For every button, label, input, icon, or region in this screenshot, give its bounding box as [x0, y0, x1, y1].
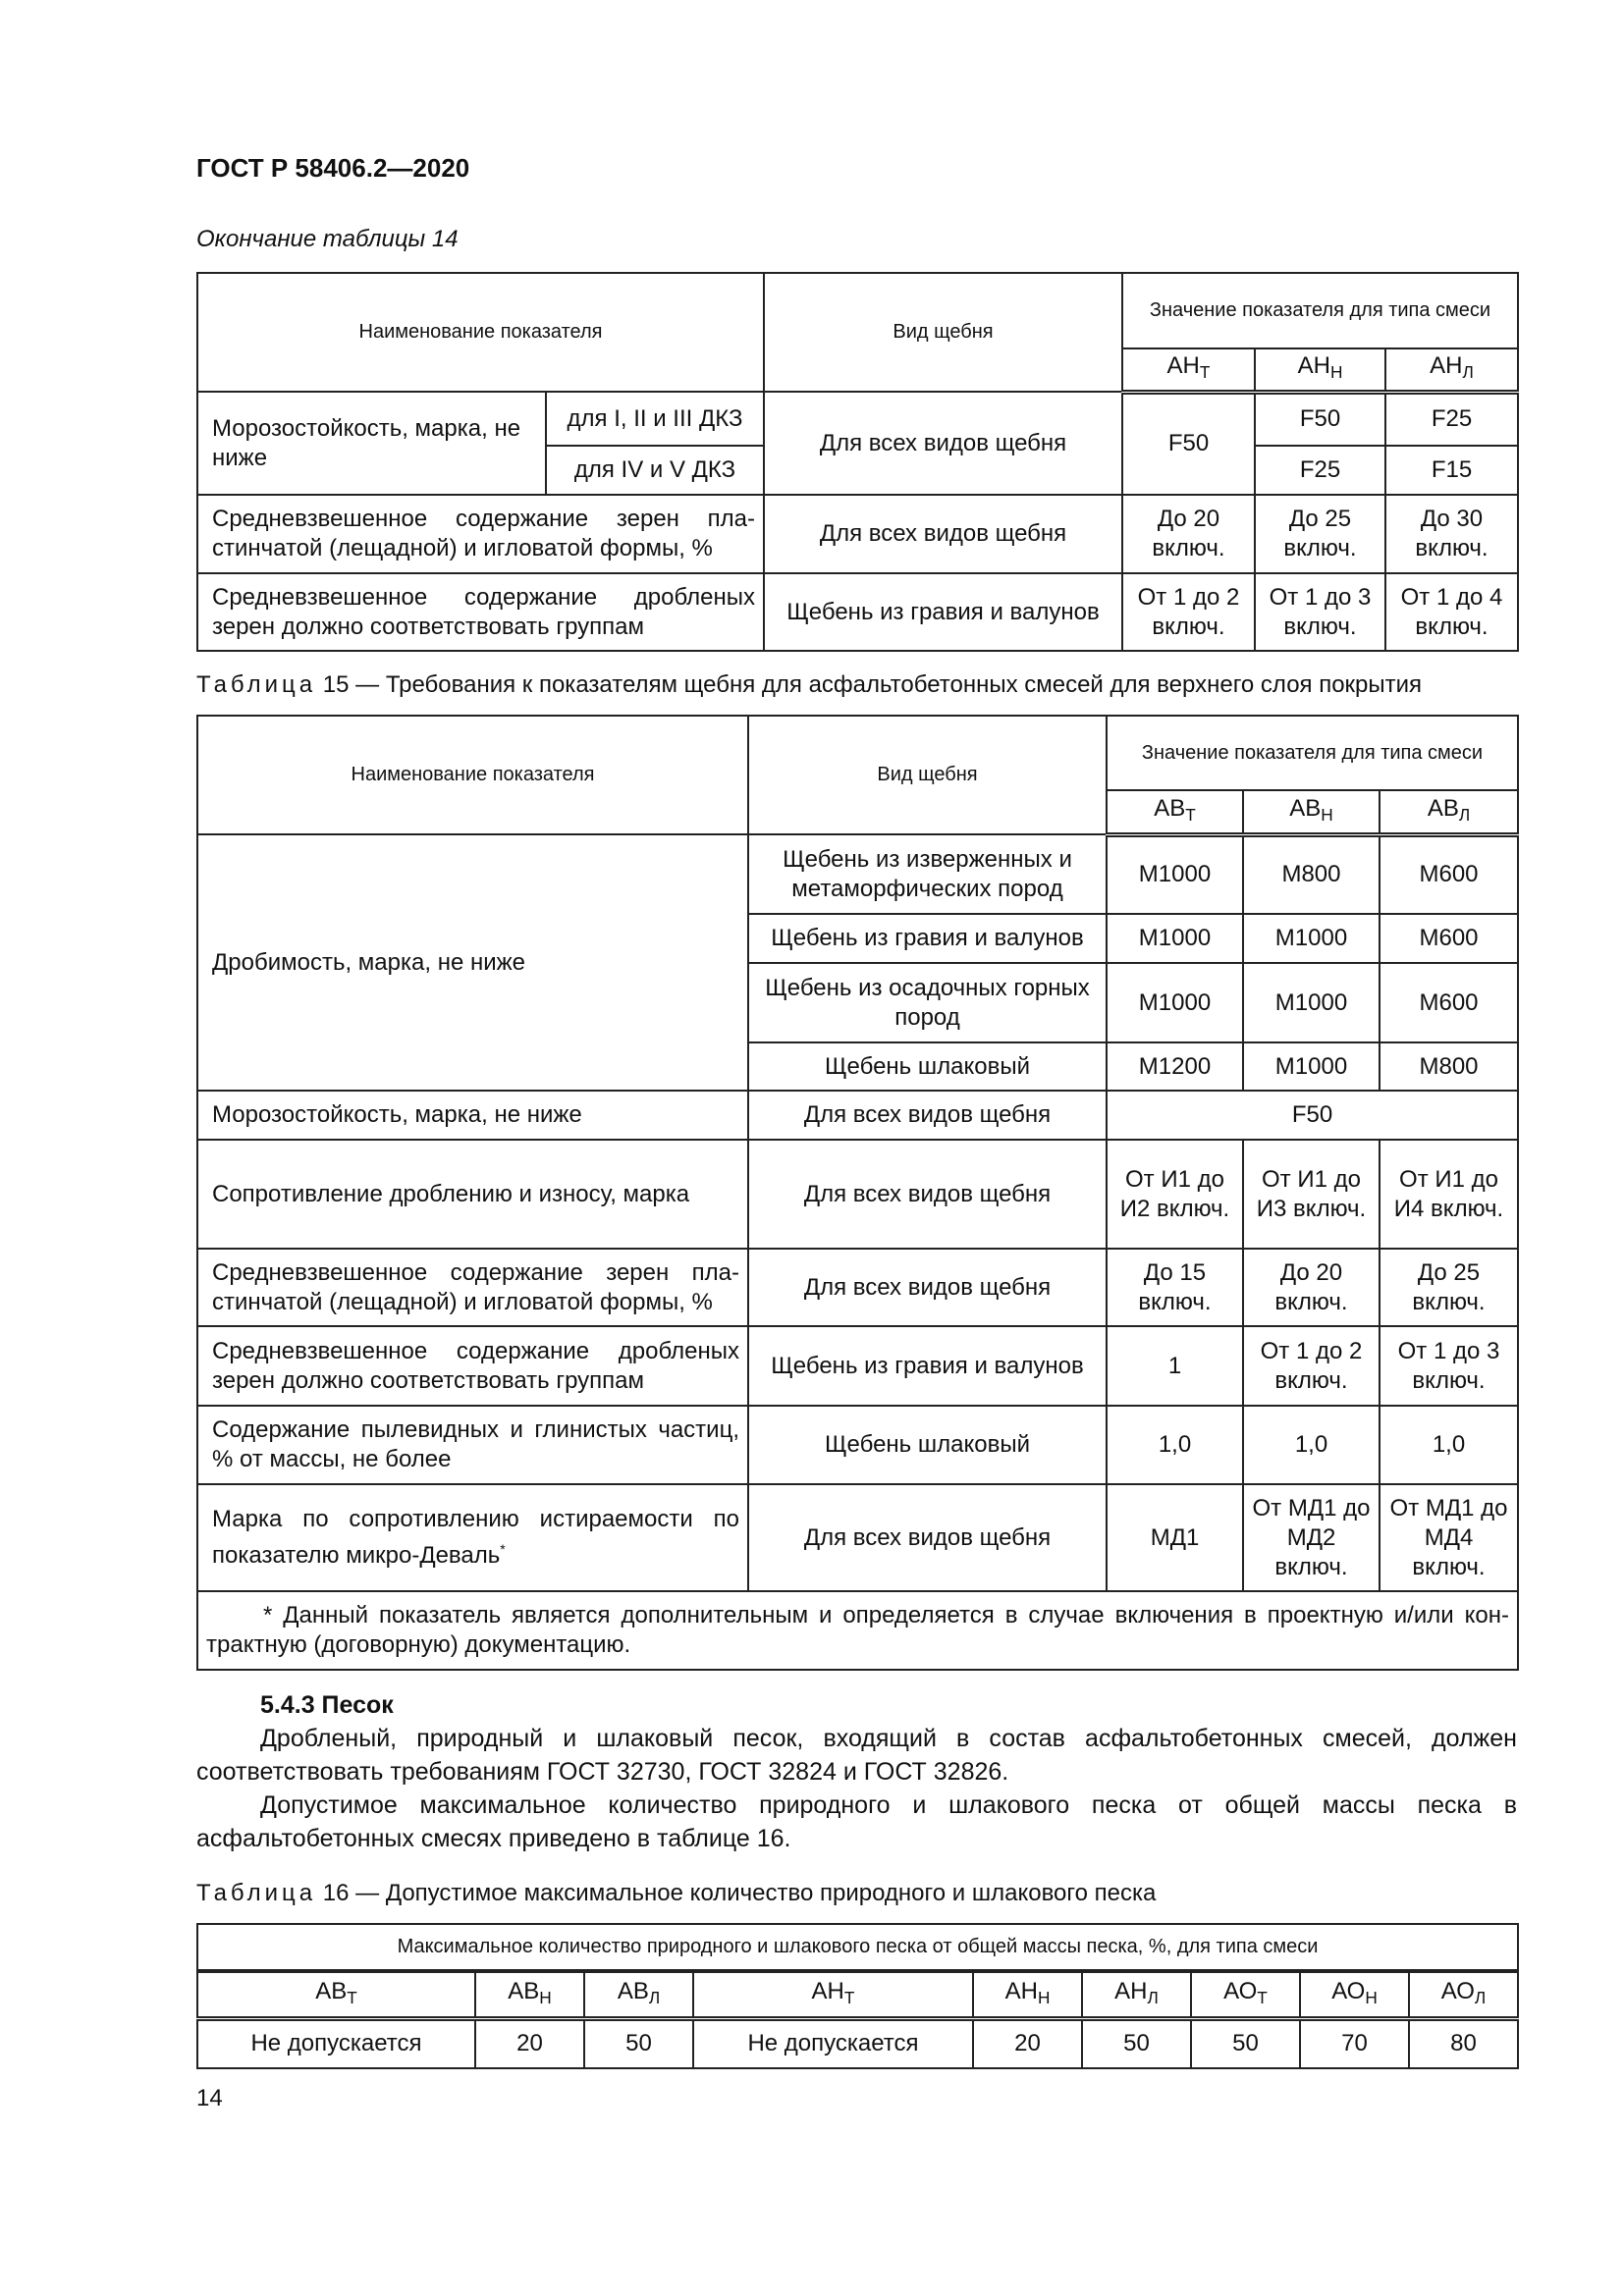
table-14 [196, 272, 1519, 652]
cell-value: До 25 включ. [1380, 1249, 1518, 1326]
row-name: Морозостойкость, марка, не ниже [197, 392, 546, 495]
cell-value: М600 [1380, 914, 1518, 963]
type-base: АН [1430, 352, 1463, 380]
type-header-cell [584, 1971, 693, 2018]
type-base: АН [1166, 352, 1200, 380]
cell-value: М1200 [1107, 1042, 1243, 1091]
type-header-cell [693, 1971, 973, 2018]
table-16 [196, 1923, 1519, 2069]
cell-value: 1,0 [1243, 1406, 1380, 1484]
caption-label: Таблица [196, 671, 317, 698]
type-base: АО [1440, 1977, 1475, 2004]
cell-value: М1000 [1243, 914, 1380, 963]
values-row [197, 2018, 1518, 2068]
type-subscript: Л [1474, 1987, 1487, 2007]
table15-caption [196, 671, 1422, 699]
col-header-value: Значение показателя для типа смеси [1122, 273, 1518, 348]
cell-value: М1000 [1107, 834, 1243, 914]
type-header-cell [1107, 790, 1243, 834]
row-name-text: Марка по сопротивлению истираемости по показателю микро-Деваль [212, 1506, 739, 1569]
row-kind: Щебень из изверженных и метаморфических пород [748, 834, 1107, 914]
cell-value: М600 [1380, 834, 1518, 914]
cell-value: 1 [1107, 1326, 1243, 1406]
cell-value: М1000 [1107, 914, 1243, 963]
cell-value: Не допускается [693, 2018, 973, 2068]
cell-value: 70 [1300, 2018, 1409, 2068]
type-subscript: Л [1462, 362, 1474, 383]
cell-value: М1000 [1243, 1042, 1380, 1091]
cell-value: F50 [1122, 392, 1255, 495]
cell-value: До 20 включ. [1122, 495, 1255, 573]
type-subscript: Т [1185, 804, 1196, 825]
row-kind: Щебень из гравия и валунов [764, 573, 1122, 651]
table-15 [196, 715, 1519, 1671]
type-subscript: Л [1458, 804, 1471, 825]
row-name: Морозостойкость, марка, не ниже [197, 1091, 748, 1140]
col-header-kind: Вид щебня [764, 273, 1122, 392]
type-subscript: Н [1365, 1987, 1378, 2007]
row-name [197, 1484, 748, 1591]
row-name: Средневзвешенное содержание дробленых зерен должно соответствовать группам [197, 573, 764, 651]
col-header-name: Наименование показателя [197, 716, 748, 834]
type-header-cell [1255, 348, 1385, 392]
cell-value: 50 [1082, 2018, 1191, 2068]
table14-caption: Окончание таблицы 14 [196, 226, 459, 252]
section-5-4-3 [196, 1688, 1517, 1855]
type-base: АН [1297, 352, 1330, 380]
type-subscript: Н [539, 1987, 552, 2007]
row-kind: Щебень из осадочных горных пород [748, 963, 1107, 1042]
table16-caption [196, 1880, 1156, 1907]
type-base: АН [811, 1977, 844, 2004]
caption-text: 15 — Требования к показателям щебня для асфальтобетонных смесей для верхнего слоя покрытия [322, 671, 1423, 698]
cell-value: 20 [475, 2018, 584, 2068]
cell-value: До 15 включ. [1107, 1249, 1243, 1326]
paragraph: Дробленый, природный и шлаковый песок, входящий в состав асфальтобетонных смесей, должен соответствовать требованиям ГОСТ 32730, ГОСТ 32824 и ГОСТ 32826. [196, 1725, 1517, 1786]
page-number: 14 [196, 2085, 223, 2111]
type-base: АВ [315, 1977, 348, 2004]
type-subscript: Т [1199, 362, 1211, 383]
type-header-cell [1385, 348, 1518, 392]
cell-value: 50 [584, 2018, 693, 2068]
cell-value: 1,0 [1107, 1406, 1243, 1484]
cell-value: F15 [1385, 446, 1518, 495]
type-header-cell [1409, 1971, 1518, 2018]
cell-value: F25 [1385, 392, 1518, 446]
cell-value: До 25 включ. [1255, 495, 1385, 573]
cell-value: От 1 до 2 включ. [1243, 1326, 1380, 1406]
cell-value: От 1 до 3 включ. [1380, 1326, 1518, 1406]
cell-value: F25 [1255, 446, 1385, 495]
row-kind: Щебень из гравия и валунов [748, 914, 1107, 963]
row-name: Сопротивление дроблению и износу, марка [197, 1140, 748, 1249]
row-name: Средневзвешенное содержание зерен пластинчатой (лещадной) и игловатой формы, % [197, 1249, 748, 1326]
cell-value: До 30 включ. [1385, 495, 1518, 573]
section-title: 5.4.3 Песок [260, 1691, 394, 1719]
type-subscript: Л [1147, 1987, 1159, 2007]
cell-value: 80 [1409, 2018, 1518, 2068]
type-base: АН [1004, 1977, 1038, 2004]
row-name: Средневзвешенное содержание зерен пластинчатой (лещадной) и игловатой формы, % [197, 495, 764, 573]
row-kind: Для всех видов щебня [764, 495, 1122, 573]
cell-value: 50 [1191, 2018, 1300, 2068]
type-subscript: Н [1321, 804, 1333, 825]
col-header-kind: Вид щебня [748, 716, 1107, 834]
type-subscript: Т [843, 1987, 855, 2007]
table-footnote: * Данный показатель является дополнительным и определяется в случае включения в проектную и/или контрактную (договорную) документацию. [197, 1591, 1518, 1670]
type-subscript: Н [1329, 362, 1343, 383]
caption-text: 16 — Допустимое максимальное количество природного и шлакового песка [322, 1880, 1157, 1906]
col-header-value: Значение показателя для типа смеси [1107, 716, 1518, 790]
cell-value: М800 [1243, 834, 1380, 914]
cell-value: От И1 до И3 включ. [1243, 1140, 1380, 1249]
caption-label: Таблица [196, 1880, 317, 1906]
row-kind: Щебень шлаковый [748, 1406, 1107, 1484]
paragraph: Допустимое максимальное количество природного и шлакового песка от общей массы песка в асфальтобетонных смесях приведено в таблице 16. [196, 1791, 1517, 1852]
cell-value: От МД1 до МД4 включ. [1380, 1484, 1518, 1591]
type-base: АО [1331, 1977, 1366, 2004]
row-kind: Щебень шлаковый [748, 1042, 1107, 1091]
cell-value: М1000 [1243, 963, 1380, 1042]
document-header: ГОСТ Р 58406.2—2020 [196, 153, 470, 183]
row-kind: Щебень из гравия и валунов [748, 1326, 1107, 1406]
cell-value: От И1 до И2 включ. [1107, 1140, 1243, 1249]
type-base: АН [1114, 1977, 1148, 2004]
row-name: Средневзвешенное содержание дробленых зерен должно соответствовать группам [197, 1326, 748, 1406]
cell-value: 1,0 [1380, 1406, 1518, 1484]
type-base: АВ [1154, 794, 1186, 822]
row-kind: Для всех видов щебня [748, 1484, 1107, 1591]
type-header-cell [1300, 1971, 1409, 2018]
row-name: Содержание пылевидных и глинистых частиц, % от массы, не более [197, 1406, 748, 1484]
type-base: АВ [1289, 794, 1322, 822]
cell-value: От И1 до И4 включ. [1380, 1140, 1518, 1249]
type-header-row [197, 1971, 1518, 2018]
cell-value: От 1 до 3 включ. [1255, 573, 1385, 651]
row-kind: Для всех видов щебня [748, 1249, 1107, 1326]
type-base: АВ [1427, 794, 1459, 822]
row-subname: для IV и V ДКЗ [546, 446, 764, 495]
type-header-cell [1082, 1971, 1191, 2018]
type-base: АВ [617, 1977, 649, 2004]
type-header-cell [1122, 348, 1255, 392]
footnote-mark: * [500, 1541, 506, 1557]
cell-value: От 1 до 2 включ. [1122, 573, 1255, 651]
cell-value: Не допускается [197, 2018, 475, 2068]
type-subscript: Л [648, 1987, 661, 2007]
cell-value: F50 [1255, 392, 1385, 446]
type-subscript: Т [1257, 1987, 1268, 2007]
cell-value: М1000 [1107, 963, 1243, 1042]
type-base: АО [1223, 1977, 1258, 2004]
type-subscript: Н [1037, 1987, 1051, 2007]
row-kind: Для всех видов щебня [748, 1091, 1107, 1140]
row-kind: Для всех видов щебня [764, 392, 1122, 495]
col-header-name: Наименование показателя [197, 273, 764, 392]
cell-value: F50 [1107, 1091, 1518, 1140]
type-base: АВ [508, 1977, 540, 2004]
type-header-cell [475, 1971, 584, 2018]
cell-value: От МД1 до МД2 включ. [1243, 1484, 1380, 1591]
type-header-cell [973, 1971, 1082, 2018]
type-header-cell [1380, 790, 1518, 834]
type-header-cell [1243, 790, 1380, 834]
cell-value: 20 [973, 2018, 1082, 2068]
row-name: Дробимость, марка, не ниже [197, 834, 748, 1091]
cell-value: М800 [1380, 1042, 1518, 1091]
cell-value: М600 [1380, 963, 1518, 1042]
row-kind: Для всех видов щебня [748, 1140, 1107, 1249]
cell-value: МД1 [1107, 1484, 1243, 1591]
table-header: Максимальное количество природного и шлакового песка от общей массы песка, %, для типа смеси [197, 1924, 1518, 1971]
type-header-cell [1191, 1971, 1300, 2018]
type-header-cell [197, 1971, 475, 2018]
type-subscript: Т [347, 1987, 357, 2007]
row-subname: для I, II и III ДКЗ [546, 392, 764, 446]
cell-value: От 1 до 4 включ. [1385, 573, 1518, 651]
cell-value: До 20 включ. [1243, 1249, 1380, 1326]
